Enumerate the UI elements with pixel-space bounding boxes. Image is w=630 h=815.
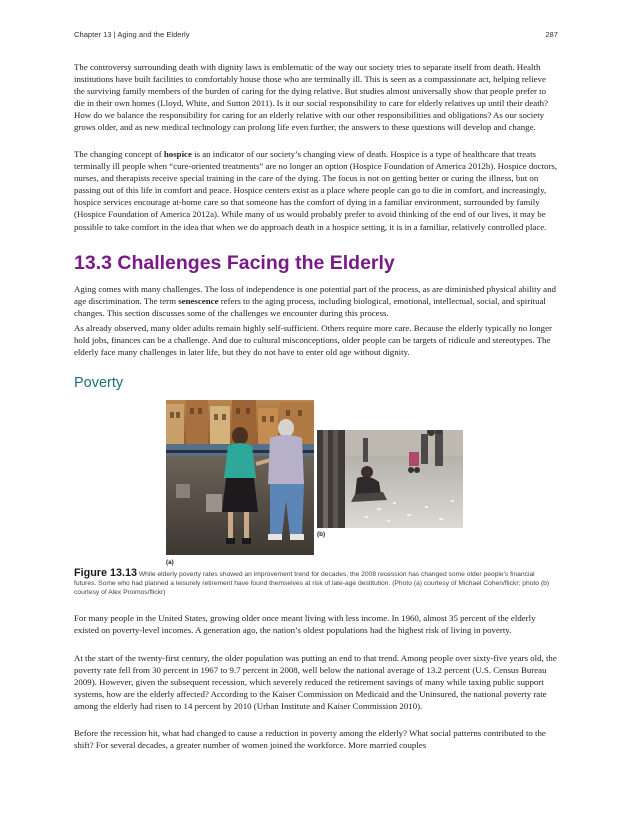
section-heading: 13.3 Challenges Facing the Elderly (74, 252, 395, 274)
paragraph-poverty-rates: At the start of the twenty-first century, the older population was putting an end to that trend. Among people over sixty-five years old, the poverty rate fell from 30 percent in 1967 to 9.7 percent in 2008, well below the national average of 13.2 percent (U.S. Census Bureau 2009). However, given the subsequent recession, which severely reduced the retirement savings of many while taxing public support systems, how are the elderly affected? According to the Kaiser Commission on Medicaid and the Uninsured, the national poverty rate among the elderly had risen to 14 percent by 2010 (Urban Institute and Kaiser Commission 2010). (74, 653, 557, 712)
photo-b-label: (b) (317, 531, 326, 538)
figure-caption-text: While elderly poverty rates showed an improvement trend for decades, the 2008 recession has changed some older people’s financial futures. Some who had planned a leisurely retirement have found themselves at risk of late-age destitution. (Photo (a) courtesy of Michael Cohen/flickr; photo (b) courtesy of Alex Proimos/flickr) (74, 571, 550, 596)
paragraph-self-sufficient: As already observed, many older adults remain highly self-sufficient. Others require more care. Because the elderly typically no longer hold jobs, finances can be a challenge. And due to cultural misconceptions, older people can be targets of ridicule and stereotypes. The elderly face many challenges in later life, but they do not have to enter old age without dignity. (74, 323, 552, 358)
photo-a-label: (a) (166, 559, 174, 566)
paragraph-poverty-history: For many people in the United States, growing older once meant living with less income. In 1960, almost 35 percent of the elderly existed on poverty-level incomes. A generation ago, the nation’s oldest populations had the highest risk of living in poverty. (74, 613, 536, 636)
paragraph-hospice: The changing concept of hospice is an indicator of our society’s changing view of death. Hospice is a type of healthcare that treats terminally ill people when “cure-oriented treatments” are no longer an option (Hospice Foundation of America 2012b). Hospice doctors, nurses, and therapists receive special training in the care of the dying. The focus is not on getting better or curing the illness, but on passing out of this life in comfort and peace. Hospice centers exist as a place where people can go to die in comfort, and increasingly, hospice services encourage at-home care so that someone has the comfort of dying in a familiar environment, surrounded by family (Hospice Foundation of America 2012a). While many of us would probably prefer to avoid thinking of the end of our lives, it may be possible to take comfort in the idea that when we do approach death in a hospice setting, it is in a familiar, relatively controlled place. (74, 149, 558, 232)
figure-label: Figure 13.13 (74, 567, 138, 579)
paragraph-aging-challenges: Aging comes with many challenges. The loss of independence is one potential part of the process, as are diminished physical ability and age discrimination. The term senescence refers to the aging process, including biological, emotional, intellectual, social, and spiritual changes. This section discusses some of the challenges we encounter during this process. (74, 284, 556, 319)
page-header (74, 30, 558, 42)
figure-caption (74, 569, 558, 598)
page-number: 287 (545, 30, 558, 39)
photo-elderly-couple (166, 400, 314, 555)
paragraph-death-with-dignity: The controversy surrounding death with dignity laws is emblematic of the way our society tries to separate itself from death. Health institutions have built facilities to comfortably house those who are terminally ill. This is seen as a compassionate act, helping relieve the surviving family members of the burden of caring for the dying relative. But studies almost universally show that people prefer to die in their own homes (Lloyd, White, and Sutton 2011). Is it our social responsibility to care for elderly relatives up until their death? How do we balance the responsibility for caring for an elderly relative with our other responsibilities and obligations? As our society grows older, and as new medical technology can prolong life even further, the answers to these questions will develop and change. (74, 62, 549, 133)
paragraph-recession: Before the recession hit, what had changed to cause a reduction in poverty among the elderly? What social patterns contributed to the shift? For several decades, a greater number of women joined the workforce. More married couples (74, 728, 546, 751)
term-hospice: hospice (163, 149, 192, 159)
term-senescence: senescence (178, 296, 219, 307)
photo-street-scene (317, 430, 463, 528)
subsection-heading: Poverty (74, 375, 124, 391)
chapter-title: Chapter 13 | Aging and the Elderly (74, 30, 190, 39)
